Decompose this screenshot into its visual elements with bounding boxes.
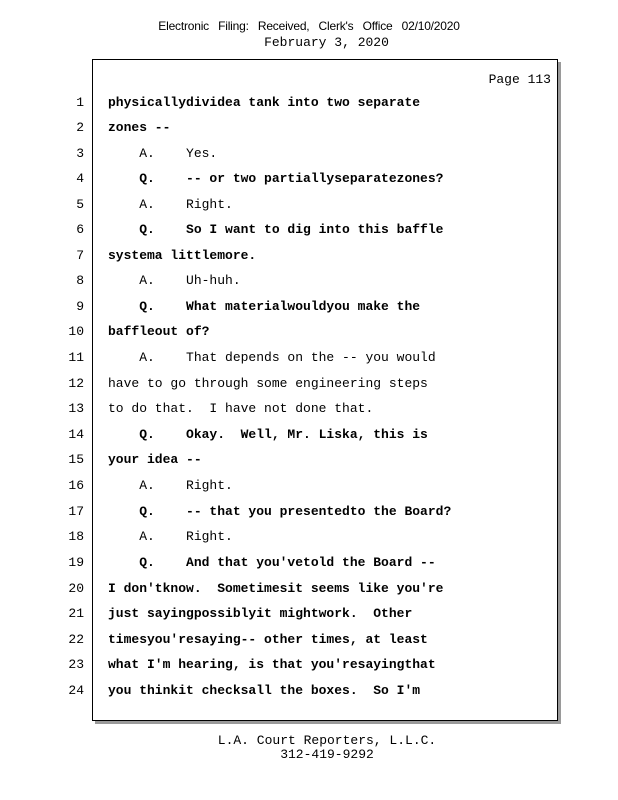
transcript-line: timesyou'resaying-- other times, at least <box>108 632 428 647</box>
transcript-line: to do that. I have not done that. <box>108 401 374 416</box>
line-number: 1 <box>76 95 84 110</box>
line-number: 14 <box>68 427 84 442</box>
line-number: 3 <box>76 146 84 161</box>
line-number: 22 <box>68 632 84 647</box>
line-number: 10 <box>68 324 84 339</box>
transcript-line: Q. Okay. Well, Mr. Liska, this is <box>108 427 428 442</box>
transcript-line: physicallydividea tank into two separate <box>108 95 421 110</box>
line-number: 12 <box>68 376 84 391</box>
line-number: 18 <box>68 529 84 544</box>
transcript-line: Q. And that you'vetold the Board -- <box>108 555 436 570</box>
transcript-line: have to go through some engineering steps <box>108 376 428 391</box>
line-number: 16 <box>68 478 84 493</box>
line-number: 6 <box>76 222 84 237</box>
transcript-line: Q. What materialwouldyou make the <box>108 299 421 314</box>
line-number: 13 <box>68 401 84 416</box>
transcript-line: A. Right. <box>108 197 233 212</box>
line-number: 8 <box>76 273 84 288</box>
transcript-line: your idea -- <box>108 452 202 467</box>
transcript-line: Q. -- or two partiallyseparatezones? <box>108 171 444 186</box>
line-number: 24 <box>68 683 84 698</box>
transcript-line: I don'tknow. Sometimesit seems like you're <box>108 581 444 596</box>
line-number: 9 <box>76 299 84 314</box>
transcript-line: Q. -- that you presentedto the Board? <box>108 504 452 519</box>
transcript-line: A. Right. <box>108 478 233 493</box>
line-number: 19 <box>68 555 84 570</box>
line-number: 23 <box>68 657 84 672</box>
transcript-line: Q. So I want to dig into this baffle <box>108 222 444 237</box>
transcript-line: A. Yes. <box>108 146 218 161</box>
line-number: 7 <box>76 248 84 263</box>
page-number: Page 113 <box>488 72 551 87</box>
transcript-line: A. Right. <box>108 529 233 544</box>
line-number: 4 <box>76 171 84 186</box>
transcript-line: what I'm hearing, is that you'resayingthat <box>108 657 436 672</box>
transcript-line: zones -- <box>108 120 171 135</box>
reporter-company: L.A. Court Reporters, L.L.C. <box>217 733 437 748</box>
filing-stamp: Electronic Filing: Received, Clerk's Office 02/10/2020 <box>158 19 460 33</box>
reporter-phone: 312-419-9292 <box>280 747 374 762</box>
line-number: 21 <box>68 606 84 621</box>
transcript-line: A. Uh-huh. <box>108 273 241 288</box>
document-date: February 3, 2020 <box>264 35 389 50</box>
line-number: 17 <box>68 504 84 519</box>
line-number: 15 <box>68 452 84 467</box>
line-number: 5 <box>76 197 84 212</box>
transcript-line: just sayingpossiblyit mightwork. Other <box>108 606 413 621</box>
line-number: 20 <box>68 581 84 596</box>
transcript-line: systema littlemore. <box>108 248 257 263</box>
transcript-line: A. That depends on the -- you would <box>108 350 436 365</box>
transcript-line: baffleout of? <box>108 324 210 339</box>
transcript-line: you thinkit checksall the boxes. So I'm <box>108 683 421 698</box>
line-number: 2 <box>76 120 84 135</box>
line-number: 11 <box>68 350 84 365</box>
